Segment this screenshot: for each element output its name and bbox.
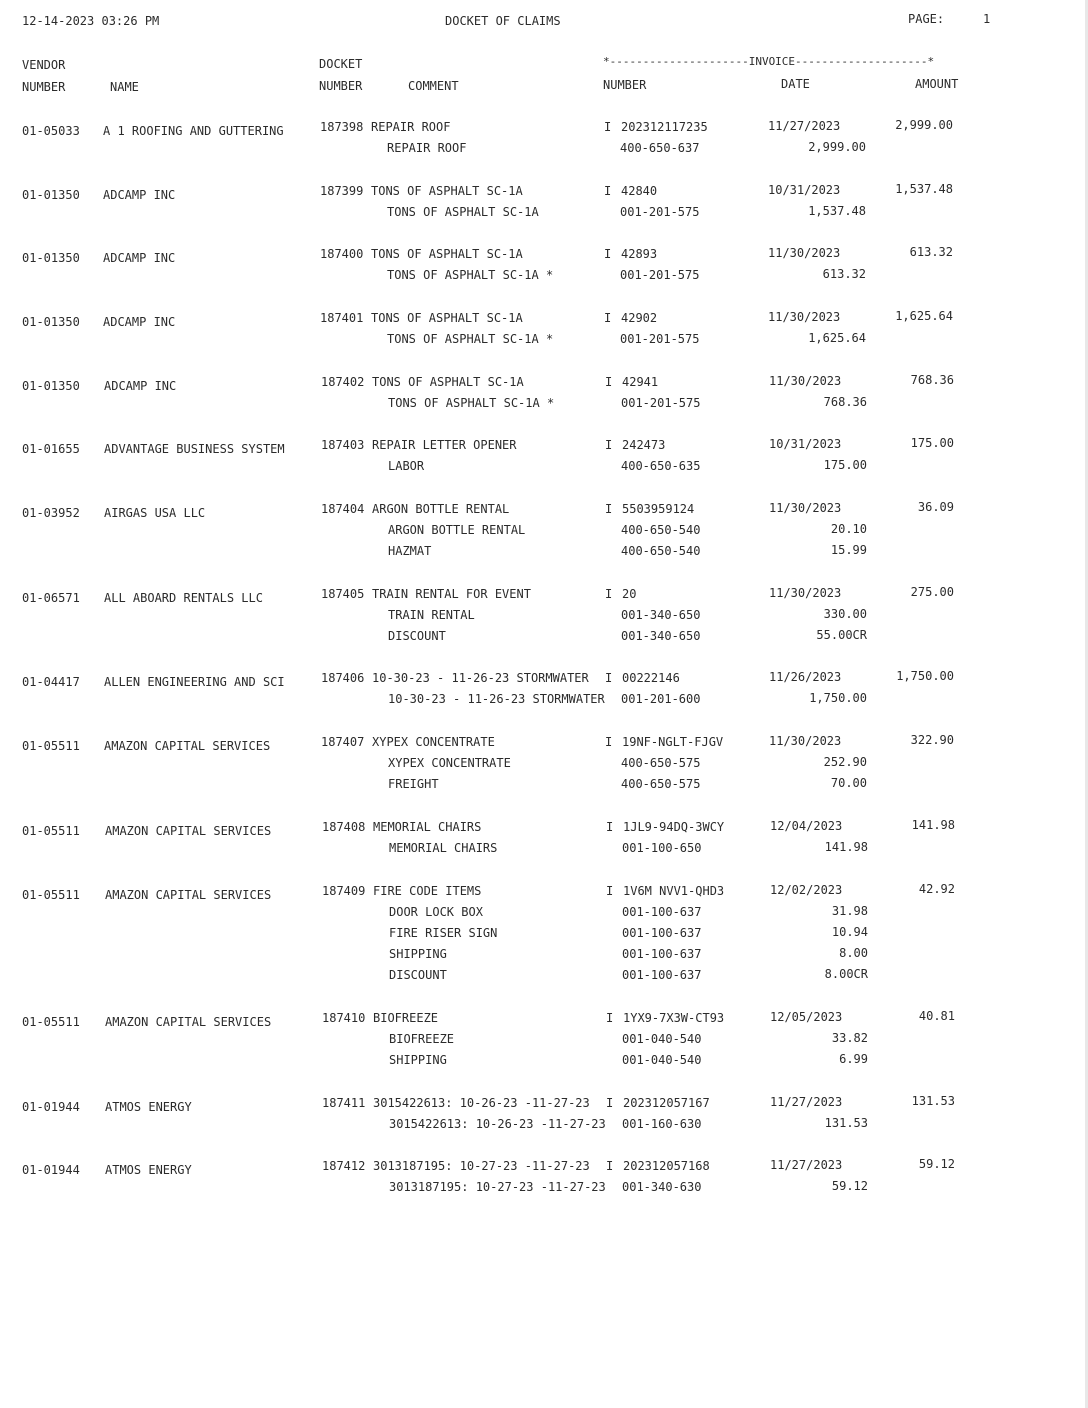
line-description: XYPEX CONCENTRATE — [388, 756, 511, 770]
col-invoice-date: DATE — [781, 77, 810, 91]
line-account: 001-340-630 — [622, 1180, 702, 1194]
vendor-number: 01-01350 — [22, 251, 80, 265]
claim-comment: TONS OF ASPHALT SC-1A — [371, 247, 523, 261]
page-label: PAGE: — [908, 12, 945, 26]
invoice-type: I — [604, 184, 612, 198]
line-account: 400-650-637 — [620, 141, 700, 155]
line-description: FIRE RISER SIGN — [389, 926, 498, 940]
docket-number: 187399 — [320, 184, 364, 198]
line-description: BIOFREEZE — [389, 1032, 455, 1046]
line-account: 001-100-637 — [622, 926, 702, 940]
docket-number: 187400 — [320, 247, 364, 261]
vendor-number: 01-04417 — [22, 675, 80, 689]
line-description: REPAIR ROOF — [387, 141, 467, 155]
claim-comment: TRAIN RENTAL FOR EVENT — [372, 587, 531, 601]
invoice-date: 11/30/2023 — [769, 501, 842, 515]
claim-comment: XYPEX CONCENTRATE — [372, 735, 495, 749]
docket-number: 187401 — [320, 311, 364, 325]
invoice-number: 1V6M NVV1-QHD3 — [623, 884, 725, 898]
invoice-type: I — [605, 671, 613, 685]
docket-number: 187410 — [322, 1011, 366, 1025]
line-amount: 15.99 — [830, 543, 867, 557]
vendor-number: 01-05511 — [22, 1015, 80, 1029]
line-description: TONS OF ASPHALT SC-1A * — [388, 396, 555, 410]
invoice-number: 202312117235 — [621, 120, 708, 134]
run-datetime: 12-14-2023 03:26 PM — [22, 14, 160, 28]
invoice-type: I — [606, 1159, 614, 1173]
docket-number: 187404 — [321, 502, 365, 516]
invoice-date: 11/30/2023 — [769, 586, 842, 600]
vendor-name: ALLEN ENGINEERING AND SCI — [104, 675, 285, 689]
vendor-name: AMAZON CAPITAL SERVICES — [105, 824, 272, 838]
vendor-number: 01-01350 — [22, 188, 80, 202]
invoice-date: 12/05/2023 — [770, 1010, 843, 1024]
col-comment: COMMENT — [408, 79, 459, 93]
line-amount: 55.00CR — [816, 628, 867, 642]
invoice-amount: 1,750.00 — [896, 669, 954, 683]
invoice-type: I — [605, 735, 613, 749]
invoice-date: 11/27/2023 — [770, 1158, 843, 1172]
invoice-number: 00222146 — [622, 671, 680, 685]
invoice-date: 12/04/2023 — [770, 819, 843, 833]
line-amount: 33.82 — [831, 1031, 868, 1045]
vendor-name: AMAZON CAPITAL SERVICES — [104, 739, 271, 753]
invoice-number: 202312057168 — [623, 1159, 710, 1173]
invoice-type: I — [606, 1011, 614, 1025]
docket-number: 187409 — [322, 884, 366, 898]
invoice-amount: 2,999.00 — [895, 118, 953, 132]
line-amount: 2,999.00 — [808, 140, 866, 154]
invoice-date: 11/30/2023 — [768, 310, 841, 324]
vendor-number: 01-01944 — [22, 1100, 80, 1114]
col-vendor-line1: VENDOR — [22, 58, 66, 72]
invoice-number: 42893 — [621, 247, 658, 261]
invoice-type: I — [604, 247, 612, 261]
claim-comment: 3015422613: 10-26-23 -11-27-23 — [373, 1096, 590, 1110]
line-amount: 141.98 — [824, 840, 868, 854]
vendor-name: AIRGAS USA LLC — [104, 506, 206, 520]
claim-comment: ARGON BOTTLE RENTAL — [372, 502, 510, 516]
docket-number: 187402 — [321, 375, 365, 389]
line-account: 001-340-650 — [621, 608, 701, 622]
line-description: 10-30-23 - 11-26-23 STORMWATER — [388, 692, 605, 706]
invoice-type: I — [606, 820, 614, 834]
report-title: DOCKET OF CLAIMS — [445, 14, 561, 28]
docket-number: 187407 — [321, 735, 365, 749]
vendor-number: 01-05511 — [22, 739, 80, 753]
claim-comment: 10-30-23 - 11-26-23 STORMWATER — [372, 671, 589, 685]
invoice-date: 10/31/2023 — [769, 437, 842, 451]
claim-comment: REPAIR LETTER OPENER — [372, 438, 517, 452]
invoice-amount: 40.81 — [918, 1009, 955, 1023]
vendor-number: 01-03952 — [22, 506, 80, 520]
line-account: 001-100-637 — [622, 905, 702, 919]
line-amount: 20.10 — [830, 522, 867, 536]
line-amount: 1,625.64 — [808, 331, 866, 345]
line-description: MEMORIAL CHAIRS — [389, 841, 498, 855]
invoice-amount: 36.09 — [917, 500, 954, 514]
line-description: SHIPPING — [389, 947, 447, 961]
line-amount: 330.00 — [823, 607, 867, 621]
claim-comment: REPAIR ROOF — [371, 120, 451, 134]
vendor-name: ADCAMP INC — [103, 251, 176, 265]
claim-comment: TONS OF ASPHALT SC-1A — [371, 184, 523, 198]
vendor-number: 01-05511 — [22, 824, 80, 838]
vendor-name: AMAZON CAPITAL SERVICES — [105, 888, 272, 902]
line-amount: 131.53 — [824, 1116, 868, 1130]
vendor-name: ADCAMP INC — [104, 379, 177, 393]
invoice-type: I — [604, 120, 612, 134]
vendor-number: 01-06571 — [22, 591, 80, 605]
docket-number: 187411 — [322, 1096, 366, 1110]
invoice-amount: 59.12 — [918, 1157, 955, 1171]
invoice-number: 42840 — [621, 184, 658, 198]
vendor-name: ATMOS ENERGY — [105, 1163, 192, 1177]
invoice-amount: 1,625.64 — [895, 309, 953, 323]
invoice-number: 42941 — [622, 375, 659, 389]
line-account: 400-650-540 — [621, 523, 701, 537]
line-account: 001-040-540 — [622, 1032, 702, 1046]
line-account: 001-100-637 — [622, 968, 702, 982]
invoice-number: 1YX9-7X3W-CT93 — [623, 1011, 725, 1025]
invoice-type: I — [606, 1096, 614, 1110]
vendor-name: ADVANTAGE BUSINESS SYSTEM — [104, 442, 285, 456]
invoice-number: 19NF-NGLT-FJGV — [622, 735, 724, 749]
line-amount: 175.00 — [823, 458, 867, 472]
invoice-date: 11/27/2023 — [770, 1095, 843, 1109]
invoice-amount: 322.90 — [910, 733, 954, 747]
claim-comment: TONS OF ASPHALT SC-1A — [372, 375, 524, 389]
invoice-type: I — [605, 375, 613, 389]
invoice-number: 1JL9-94DQ-3WCY — [623, 820, 725, 834]
invoice-type: I — [605, 438, 613, 452]
vendor-number: 01-01655 — [22, 442, 80, 456]
claim-comment: FIRE CODE ITEMS — [373, 884, 482, 898]
line-amount: 59.12 — [831, 1179, 868, 1193]
invoice-amount: 42.92 — [918, 882, 955, 896]
line-amount: 10.94 — [831, 925, 868, 939]
invoice-date: 10/31/2023 — [768, 183, 841, 197]
invoice-date: 11/30/2023 — [768, 246, 841, 260]
vendor-name: ADCAMP INC — [103, 315, 176, 329]
line-account: 400-650-540 — [621, 544, 701, 558]
invoice-date: 11/30/2023 — [769, 374, 842, 388]
claim-comment: TONS OF ASPHALT SC-1A — [371, 311, 523, 325]
invoice-banner: *---------------------INVOICE--------------------* — [603, 55, 935, 68]
vendor-name: A 1 ROOFING AND GUTTERING — [103, 124, 284, 138]
docket-number: 187408 — [322, 820, 366, 834]
invoice-date: 11/27/2023 — [768, 119, 841, 133]
line-account: 001-340-650 — [621, 629, 701, 643]
invoice-amount: 1,537.48 — [895, 182, 953, 196]
line-description: FREIGHT — [388, 777, 439, 791]
page-number: 1 — [983, 12, 991, 26]
invoice-amount: 141.98 — [911, 818, 955, 832]
line-amount: 1,750.00 — [809, 691, 867, 705]
line-amount: 6.99 — [839, 1052, 868, 1066]
col-invoice-amount: AMOUNT — [915, 77, 959, 91]
line-amount: 252.90 — [823, 755, 867, 769]
claim-comment: 3013187195: 10-27-23 -11-27-23 — [373, 1159, 590, 1173]
line-description: TRAIN RENTAL — [388, 608, 475, 622]
line-amount: 768.36 — [823, 395, 867, 409]
line-account: 400-650-635 — [621, 459, 701, 473]
docket-number: 187405 — [321, 587, 365, 601]
invoice-amount: 175.00 — [910, 436, 954, 450]
line-account: 001-201-575 — [620, 332, 700, 346]
line-description: LABOR — [388, 459, 425, 473]
line-description: DISCOUNT — [388, 629, 446, 643]
line-description: DISCOUNT — [389, 968, 447, 982]
invoice-type: I — [605, 587, 613, 601]
invoice-amount: 613.32 — [909, 245, 953, 259]
docket-number: 187403 — [321, 438, 365, 452]
line-description: 3015422613: 10-26-23 -11-27-23 — [389, 1117, 606, 1131]
invoice-number: 242473 — [622, 438, 666, 452]
col-vendor-line2: NUMBER — [22, 80, 66, 94]
invoice-number: 20 — [622, 587, 637, 601]
vendor-number: 01-01350 — [22, 379, 80, 393]
vendor-name: ALL ABOARD RENTALS LLC — [104, 591, 263, 605]
invoice-date: 11/30/2023 — [769, 734, 842, 748]
line-amount: 8.00 — [839, 946, 868, 960]
line-description: 3013187195: 10-27-23 -11-27-23 — [389, 1180, 606, 1194]
vendor-number: 01-01350 — [22, 315, 80, 329]
invoice-date: 11/26/2023 — [769, 670, 842, 684]
invoice-number: 202312057167 — [623, 1096, 710, 1110]
invoice-amount: 275.00 — [910, 585, 954, 599]
line-account: 001-160-630 — [622, 1117, 702, 1131]
line-description: DOOR LOCK BOX — [389, 905, 483, 919]
vendor-number: 01-05033 — [22, 124, 80, 138]
invoice-type: I — [605, 502, 613, 516]
col-docket-line1: DOCKET — [319, 57, 363, 71]
line-amount: 8.00CR — [824, 967, 868, 981]
invoice-number: 42902 — [621, 311, 658, 325]
line-account: 001-201-575 — [620, 268, 700, 282]
vendor-number: 01-05511 — [22, 888, 80, 902]
claim-comment: BIOFREEZE — [373, 1011, 439, 1025]
col-docket-line2: NUMBER — [319, 79, 363, 93]
col-invoice-number: NUMBER — [603, 78, 647, 92]
line-description: TONS OF ASPHALT SC-1A — [387, 205, 539, 219]
docket-number: 187412 — [322, 1159, 366, 1173]
line-amount: 613.32 — [822, 267, 866, 281]
vendor-name: ATMOS ENERGY — [105, 1100, 192, 1114]
vendor-number: 01-01944 — [22, 1163, 80, 1177]
vendor-name: ADCAMP INC — [103, 188, 176, 202]
line-description: HAZMAT — [388, 544, 432, 558]
vendor-name: AMAZON CAPITAL SERVICES — [105, 1015, 272, 1029]
line-amount: 70.00 — [830, 776, 867, 790]
invoice-date: 12/02/2023 — [770, 883, 843, 897]
col-name: NAME — [110, 80, 139, 94]
invoice-type: I — [606, 884, 614, 898]
line-account: 001-100-637 — [622, 947, 702, 961]
line-account: 001-201-575 — [621, 396, 701, 410]
claim-comment: MEMORIAL CHAIRS — [373, 820, 482, 834]
invoice-amount: 768.36 — [910, 373, 954, 387]
invoice-amount: 131.53 — [911, 1094, 955, 1108]
line-description: SHIPPING — [389, 1053, 447, 1067]
line-account: 400-650-575 — [621, 756, 701, 770]
invoice-type: I — [604, 311, 612, 325]
line-description: TONS OF ASPHALT SC-1A * — [387, 332, 554, 346]
line-account: 001-201-575 — [620, 205, 700, 219]
line-amount: 1,537.48 — [808, 204, 866, 218]
invoice-number: 5503959124 — [622, 502, 695, 516]
docket-number: 187406 — [321, 671, 365, 685]
docket-number: 187398 — [320, 120, 364, 134]
line-amount: 31.98 — [831, 904, 868, 918]
line-account: 400-650-575 — [621, 777, 701, 791]
line-description: ARGON BOTTLE RENTAL — [388, 523, 526, 537]
line-account: 001-100-650 — [622, 841, 702, 855]
line-account: 001-040-540 — [622, 1053, 702, 1067]
line-description: TONS OF ASPHALT SC-1A * — [387, 268, 554, 282]
line-account: 001-201-600 — [621, 692, 701, 706]
